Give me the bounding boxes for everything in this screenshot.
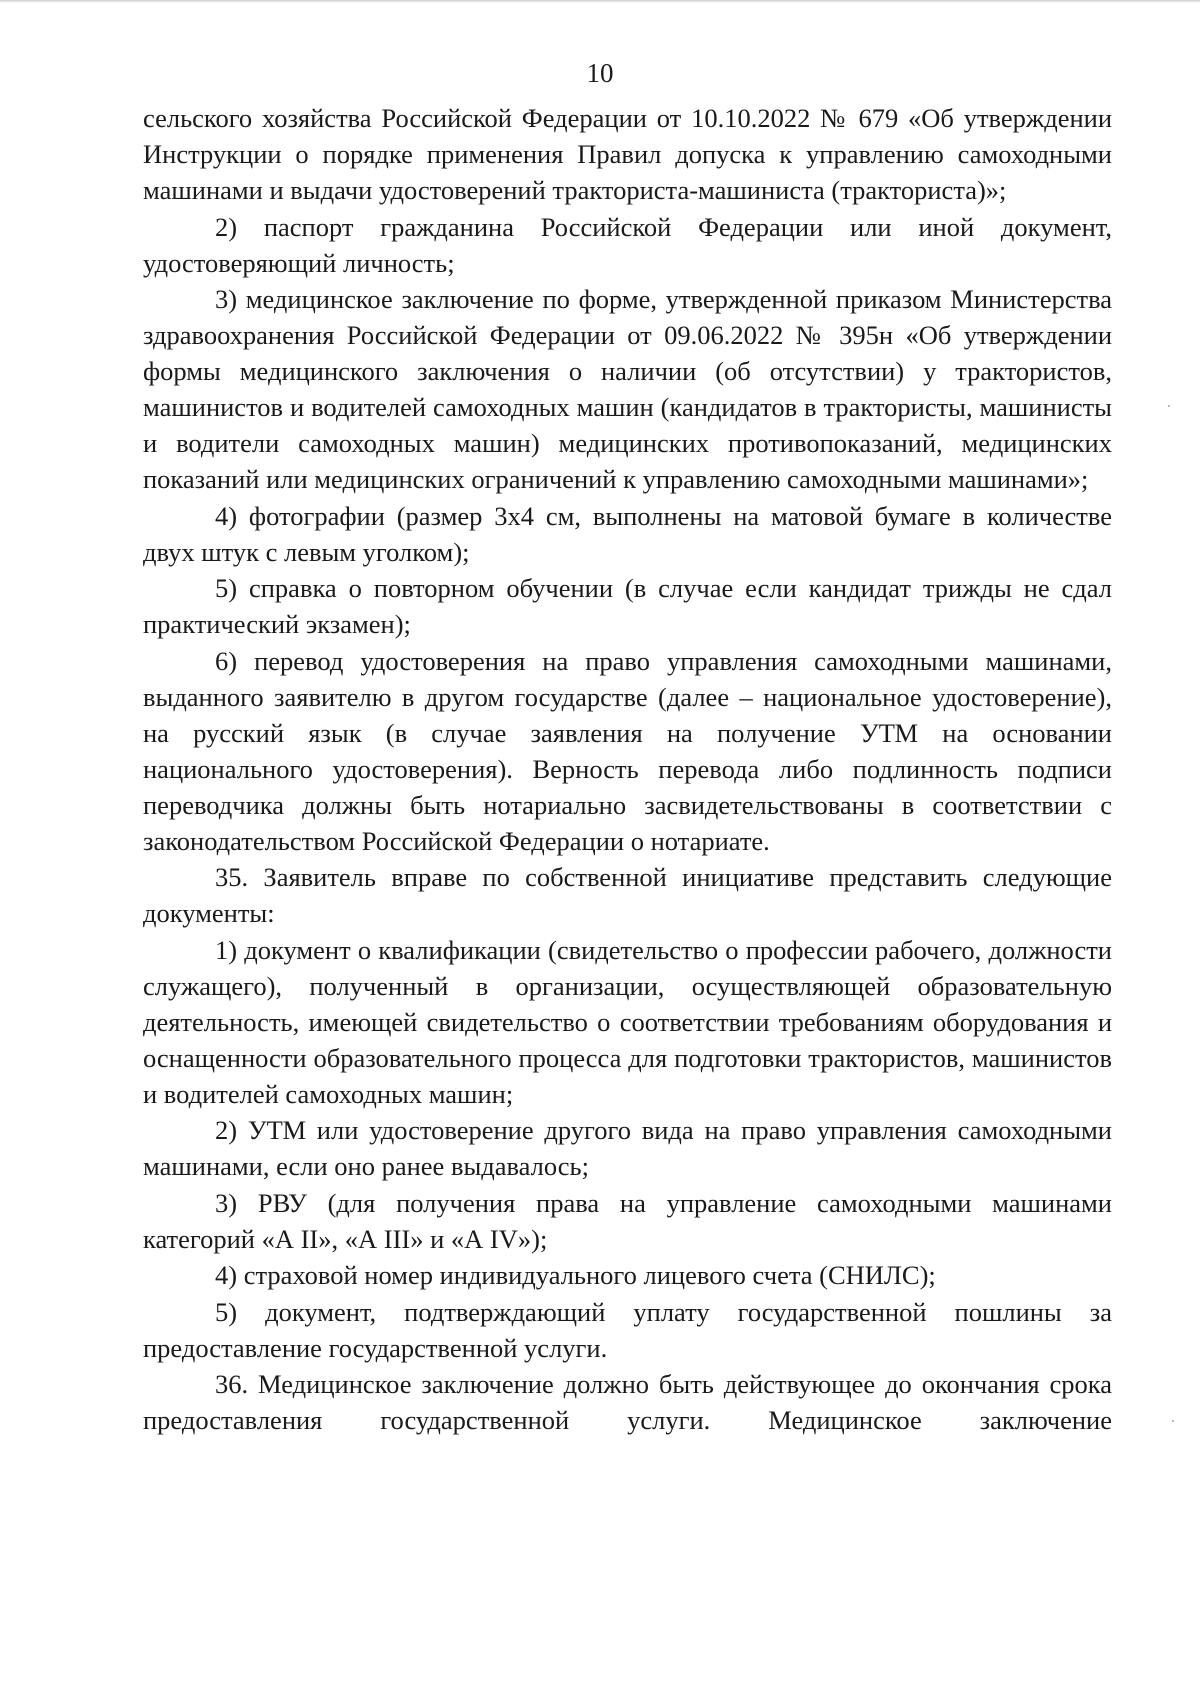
list-item-photos: 4) фотографии (размер 3х4 см, выполнены на матовой бумаге в количестве двух штук с левым уголком); xyxy=(143,500,1112,567)
list-item-rvu: 3) РВУ (для получения права на управление самоходными машинами категорий «А II», «А III» и «А IV»); xyxy=(143,1187,1112,1254)
list-item-state-fee: 5) документ, подтверждающий уплату государственной пошлины за предоставление государственной услуги. xyxy=(143,1296,1112,1363)
list-item-previous-license: 2) УТМ или удостоверение другого вида на право управления самоходными машинами, если оно ранее выдавалось; xyxy=(143,1115,1112,1181)
list-item-snils: 4) страховой номер индивидуального лицевого счета (СНИЛС); xyxy=(215,1260,936,1290)
paragraph-continuation: сельского хозяйства Российской Федерации от 10.10.2022 № 679 «Об утверждении Инструкции о порядке применения Правил допуска к управлению самоходными машинами и выдачи удостоверений тракториста-машиниста (тракториста)»; xyxy=(143,103,1112,205)
scan-speck xyxy=(1172,1420,1174,1422)
page-number: 10 xyxy=(586,58,614,88)
scan-top-edge xyxy=(0,0,1200,3)
list-item-retraining-certificate: 5) справка о повторном обучении (в случае если кандидат трижды не сдал практический экзамен); xyxy=(143,573,1112,639)
scan-speck xyxy=(1168,405,1170,407)
list-item-medical-certificate: 3) медицинское заключение по форме, утвержденной приказом Министерства здравоохранения Российской Федерации от 09.06.2022 № 395н «Об утверждении формы медицинского заключения о наличии (об отсутствии) у трактористов, машинистов и водителей самоходных машин (кандидатов в трактористы, машинисты и водители самоходных машин) медицинских противопоказаний, медицинских показаний или медицинских ограничений к управлению самоходными машинами»; xyxy=(143,284,1112,494)
section-36-paragraph: 36. Медицинское заключение должно быть действующее до окончания срока предоставления государственной услуги. Медицинское заключение xyxy=(143,1369,1112,1435)
section-35-heading: 35. Заявитель вправе по собственной инициативе представить следующие документы: xyxy=(143,862,1112,928)
list-item-license-translation: 6) перевод удостоверения на право управления самоходными машинами, выданного заявителю в другом государстве (далее – национальное удостоверение), на русский язык (в случае заявления на получение УТМ на основании национального удостоверения). Верность перевода либо подлинность подписи переводчика должны быть нотариально засвидетельствованы в соответствии с законодательством Российской Федерации о нотариате. xyxy=(143,645,1112,856)
list-item-passport: 2) паспорт гражданина Российской Федерации или иной документ, удостоверяющий личность; xyxy=(143,211,1112,278)
list-item-qualification-document: 1) документ о квалификации (свидетельство о профессии рабочего, должности служащего), полученный в организации, осуществляющей образовательную деятельность, имеющей свидетельство о соответствии требованиям оборудования и оснащенности образовательного процесса для подготовки трактористов, машинистов и водителей самоходных машин; xyxy=(143,934,1112,1109)
document-body xyxy=(143,100,1112,1439)
